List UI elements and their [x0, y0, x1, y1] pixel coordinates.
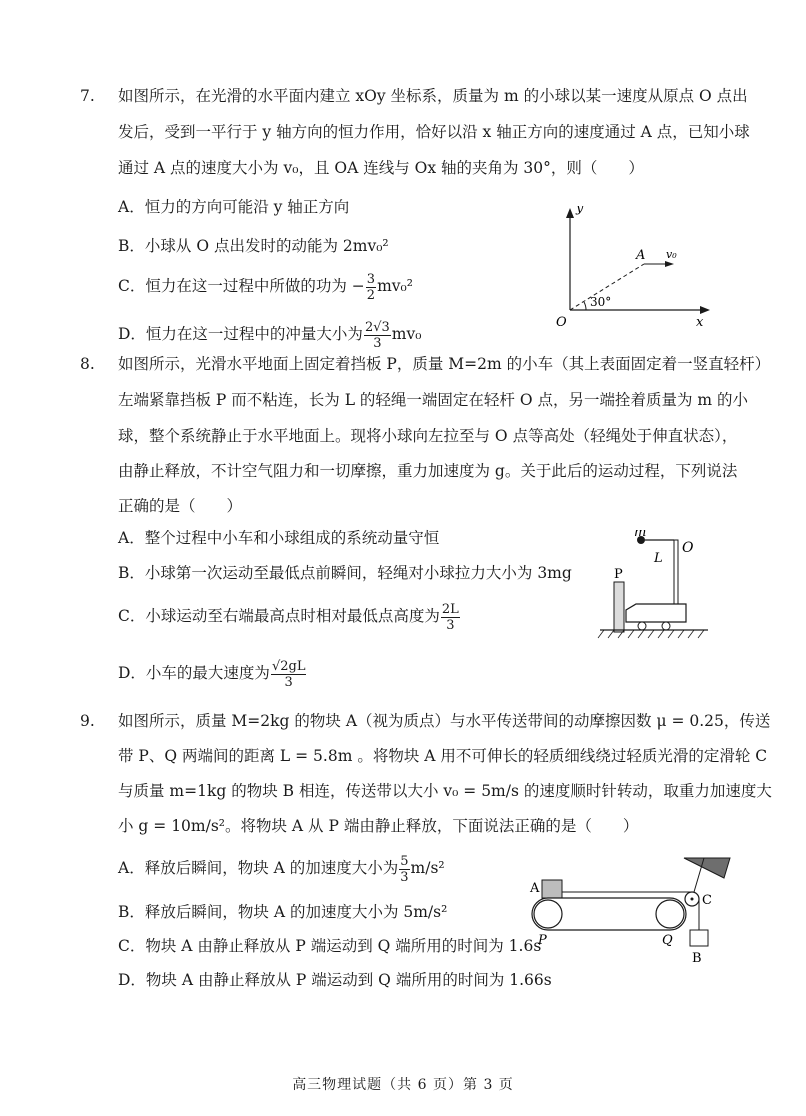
fraction-denominator: 3: [446, 617, 455, 633]
q9-option-c: C．物块 A 由静止释放从 P 端运动到 Q 端所用的时间为 1.6s: [118, 937, 542, 955]
q7-option-c-text: C．恒力在这一过程中所做的功为 −: [118, 277, 365, 295]
q9-stem-line-2: 带 P、Q 两端间的距离 L = 5.8m 。将物块 A 用不可伸长的轻质细线绕过轻质光滑的定滑轮 C: [118, 747, 768, 765]
block-b: [690, 930, 708, 946]
length-label: L: [654, 551, 663, 566]
q8-cart-figure: [596, 530, 712, 640]
fraction-numerator: √2gL: [271, 658, 306, 674]
q7-coordinate-figure: [548, 206, 718, 330]
q8-stem-line-2: 左端紧靠挡板 P 而不粘连，长为 L 的轻绳一端固定在轻杆 O 点，另一端拴着质量为 m 的小: [118, 391, 749, 409]
page-footer: 高三物理试题（共 6 页）第 3 页: [292, 1077, 514, 1093]
q8-number: 8.: [80, 355, 95, 373]
q8-stem-line-1: 如图所示，光滑水平地面上固定着挡板 P，质量 M=2m 的小车（其上表面固定着一竖直轻杆）: [118, 355, 771, 373]
block-a: [542, 880, 562, 898]
fraction-denominator: 3: [400, 869, 409, 885]
origin-label: O: [556, 315, 567, 330]
fraction-numerator: 2L: [441, 601, 459, 617]
roller-p: [534, 900, 562, 928]
q8-option-a: A．整个过程中小车和小球组成的系统动量守恒: [118, 529, 440, 547]
block-a-label: A: [530, 881, 540, 896]
q8-option-b: B．小球第一次运动至最低点前瞬间，轻绳对小球拉力大小为 3mg: [118, 564, 572, 582]
q8-option-c-text: C．小球运动至右端最高点时相对最低点高度为: [118, 607, 440, 625]
q9-option-d: D．物块 A 由静止释放从 P 端运动到 Q 端所用的时间为 1.66s: [118, 971, 552, 989]
q7-stem-line-3: 通过 A 点的速度大小为 v₀，且 OA 连线与 Ox 轴的夹角为 30°，则（ ）: [118, 159, 644, 177]
fraction-denominator: 3: [284, 674, 293, 690]
q7-stem-line-2: 发后，受到一平行于 y 轴方向的恒力作用，恰好以沿 x 轴正方向的速度通过 A 点，已知小球: [118, 123, 750, 141]
v0-label: v₀: [666, 248, 677, 261]
block-b-label: B: [692, 951, 702, 966]
q9-option-a-fraction: [399, 854, 409, 885]
q9-option-a: [118, 850, 445, 886]
point-a-label: A: [636, 248, 646, 263]
end-p-label: P: [538, 933, 547, 948]
q7-option-b: B．小球从 O 点出发时的动能为 2mv₀²: [118, 237, 389, 255]
fraction-numerator: 2√3: [364, 319, 390, 335]
y-label: y: [576, 206, 584, 216]
q7-option-c: [118, 268, 413, 304]
mass-label: m: [634, 530, 647, 540]
q9-stem-line-3: 与质量 m=1kg 的物块 B 相连，传送带以大小 v₀ = 5m/s 的速度顺时针转动，取重力加速度大: [118, 782, 772, 800]
q7-option-c-unit: mv₀²: [377, 277, 413, 295]
q7-stem-line-1: 如图所示，在光滑的水平面内建立 xOy 坐标系，质量为 m 的小球以某一速度从原点 O 点出: [118, 87, 748, 105]
q8-stem-line-4: 由静止释放，不计空气阻力和一切摩擦，重力加速度为 g。关于此后的运动过程，下列说法: [118, 462, 738, 480]
q7-option-c-fraction: [366, 272, 376, 303]
q7-option-d-unit: mv₀: [391, 325, 422, 343]
fraction-numerator: 3: [366, 271, 376, 287]
baffle-p-label: P: [614, 567, 623, 582]
q9-option-a-unit: m/s²: [410, 859, 445, 877]
q7-option-a: A．恒力的方向可能沿 y 轴正方向: [118, 198, 350, 216]
velocity-arrow-icon: [665, 261, 674, 267]
q8-option-d-fraction: [271, 659, 307, 690]
pulley-c-label: C: [702, 893, 712, 908]
cart-body: [626, 604, 686, 622]
fraction-denominator: 3: [373, 335, 382, 351]
q9-conveyor-figure: [524, 852, 736, 968]
pulley-support: [684, 858, 730, 878]
q7-option-d-fraction: [364, 320, 391, 351]
q7-number: 7.: [80, 87, 95, 105]
q9-option-a-text: A．释放后瞬间，物块 A 的加速度大小为: [118, 859, 399, 877]
y-axis-arrow-icon: [566, 208, 574, 218]
cart-wheel-left: [638, 622, 646, 630]
q8-stem-line-3: 球，整个系统静止于水平地面上。现将小球向左拉至与 O 点等高处（轻绳处于伸直状态），: [118, 427, 738, 445]
q8-option-d-text: D．小车的最大速度为: [118, 664, 270, 682]
fraction-numerator: 5: [400, 853, 409, 869]
x-axis-arrow-icon: [700, 306, 710, 314]
q8-option-d: [118, 655, 307, 691]
q8-stem-line-5: 正确的是（ ）: [118, 497, 243, 515]
x-label: x: [696, 315, 704, 330]
fraction-denominator: 2: [366, 287, 376, 303]
point-o-label: O: [682, 540, 694, 556]
q8-option-c: [118, 598, 461, 634]
baffle-p: [614, 582, 624, 632]
angle-arc: [584, 302, 586, 310]
roller-q: [656, 900, 684, 928]
pulley-axle: [691, 898, 694, 901]
vertical-rod: [674, 540, 678, 610]
q7-option-d: [118, 316, 421, 352]
end-q-label: Q: [662, 933, 673, 948]
q9-stem-line-1: 如图所示，质量 M=2kg 的物块 A（视为质点）与水平传送带间的动摩擦因数 μ = 0.25，传送: [118, 712, 771, 730]
q9-stem-line-4: 小 g = 10m/s²。将物块 A 从 P 端由静止释放，下面说法正确的是（ ）: [118, 817, 639, 835]
q7-option-d-text: D．恒力在这一过程中的冲量大小为: [118, 325, 363, 343]
q9-number: 9.: [80, 712, 95, 730]
q8-option-c-fraction: [441, 602, 460, 633]
angle-label: 30°: [590, 295, 612, 309]
cart-wheel-right: [662, 622, 670, 630]
q9-option-b: B．释放后瞬间，物块 A 的加速度大小为 5m/s²: [118, 903, 448, 921]
